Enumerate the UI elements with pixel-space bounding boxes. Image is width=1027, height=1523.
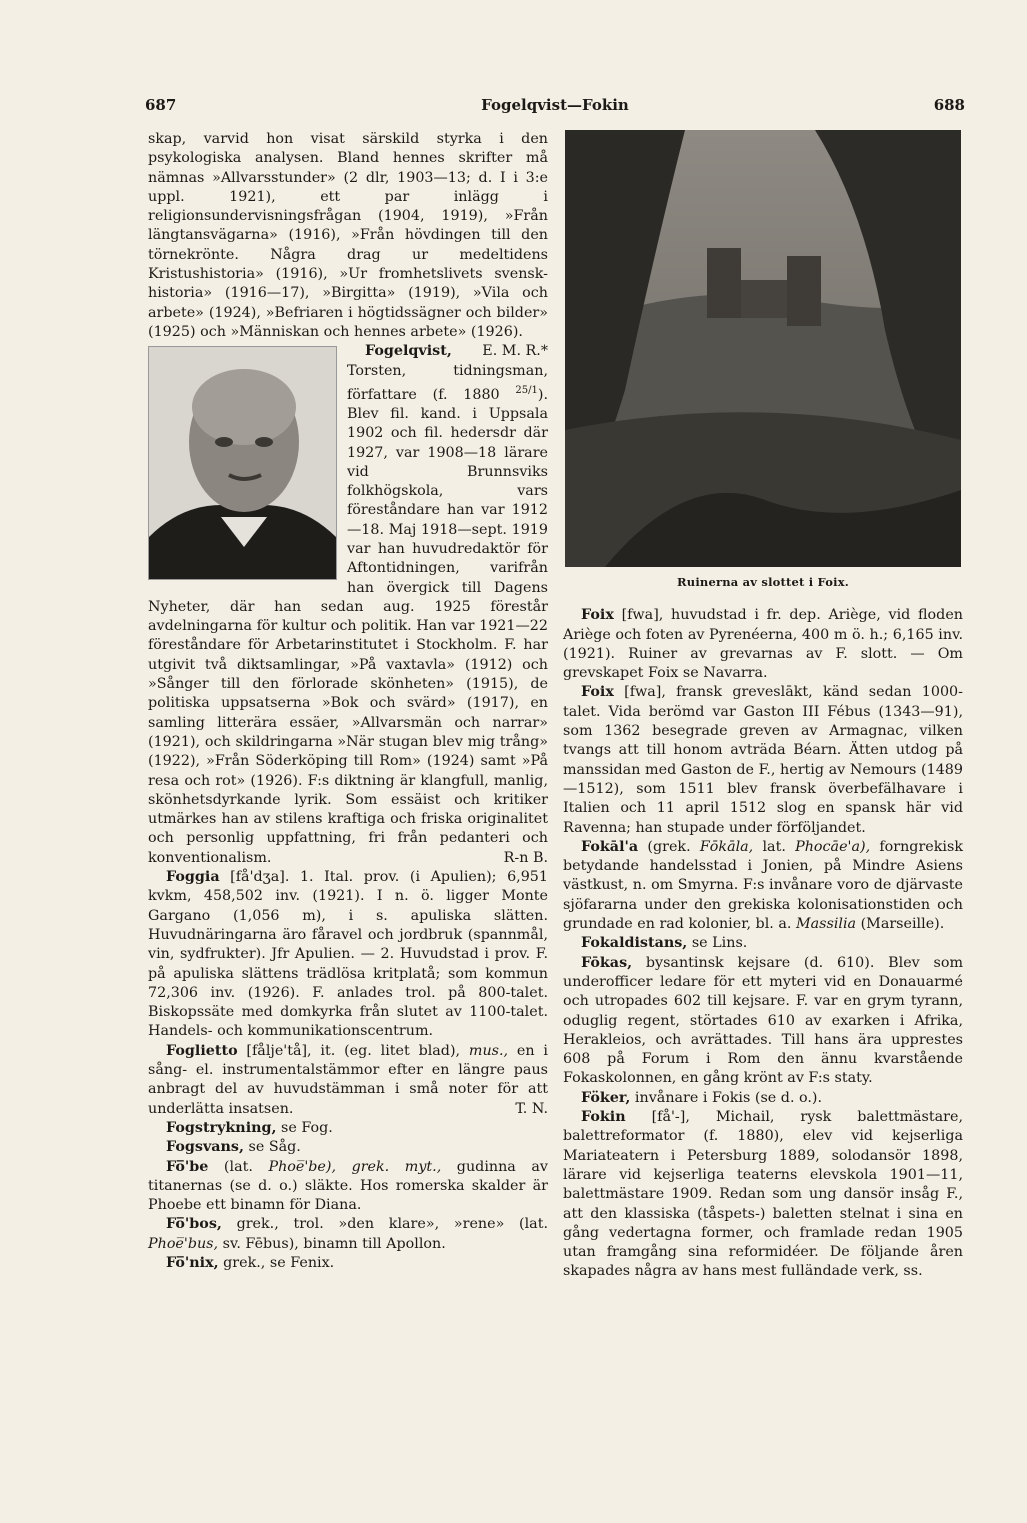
portrait-image	[149, 347, 336, 579]
entry-fogstrykning: Fogstrykning, se Fog.	[166, 1119, 333, 1136]
entry-headword: Fogelqvist,	[365, 343, 452, 360]
entry-foggia: Foggia [få'dʒa]. 1. Ital. prov. (i Apulien); 6,951 kvkm, 458,502 inv. (1921). I n. ö. ligger Monte Gargano (1,056 m), i s. apuliska slätten. Huvudnäringarna äro fåravel och jordbruk (spannmål, vin, sydfrukter). Jfr Apulien. — 2. Huvudstad i prov. F. på apuliska slättens trädlösa kritplatå; som kommun 72,306 inv. (1926). F. anlades trol. på 800-talet. Biskopssäte med domkyrka från slutet av 1100-talet. Handels- och kommunikationscentrum.	[148, 869, 548, 1040]
castle-ruins-image	[565, 130, 961, 567]
entry-fokaldistans: Fokaldistans, se Lins.	[581, 935, 748, 952]
entry-headword: Foggia	[166, 869, 220, 886]
entry-foglietto: Foglietto [fålje'tå], it. (eg. litet blad), mus., en i sång- el. instrumentalstämmor efter en längre paus anbragt del av huvudstämman i små noter för att underlätta insatsen. T. N.	[148, 1042, 548, 1119]
signature: E. M. R.*	[482, 343, 548, 360]
entry-fenix: Fo̅'nix, grek., se Fenix.	[166, 1254, 335, 1271]
entry-headword: Fo̅'nix,	[166, 1254, 219, 1271]
entry-febos: Fo̅'bos, grek., trol. »den klare», »rene» (lat. Phoe̅'bus, sv. Fēbus), binamn till Apollon.	[148, 1216, 548, 1252]
entry-fogsvans: Fogsvans, se Såg.	[166, 1139, 301, 1156]
entry-headword: Fo̅'bos,	[166, 1216, 222, 1233]
entry-fokala: Fokāl'a (grek. Fōkāla, lat. Phocāe'a), forngrekisk betydande handelsstad i Jonien, på Mindre Asiens västkust, n. om Smyrna. F:s invånare voro de djärvaste sjöfararna under den grekiska kolonisationstiden och grundade en rad kolonier, bl. a. Massilia (Marseille).	[563, 838, 963, 933]
entry-headword: Fo̅'be	[166, 1158, 209, 1175]
entry-fogelqvist: Fogelqvist, Torsten, tidningsman, författare (f. 1880 $^{25/1}$). Blev fil. kand. i Uppsala 1902 och fil. hedersdr där 1927, var 1908—18 lärare vid Brunnsviks folkhögskola, vars föreståndare han var 1912 —18. Maj 1918—sept. 1919 var han huvudredaktör för Aftontidningen, varifrån han övergick till Dagens Nyheter, där han sedan aug. 1925 förestår avdelningarna för kultur och politik. Han var 1921—22 föreståndare för Arbetarinstitutet i Stockholm. F. har utgivit två diktsamlingar, »På vaxtavla» (1912) och »Sånger till den förlorade skönheten» (1915), de politiska uppsatserna »Bok och svärd» (1917), en samling litterära essäer, »Allvarsmän och narrar» (1921), och skildringarna »När stugan blev mig trång» (1922), »Från Söderköping till Rom» (1924) samt »På resa och rot» (1926). F:s diktning är klangfull, manlig, skönhetsdyrkande lyrik. Som essäist och kritiker utmärkes han av stilens kraftiga och friska originalitet och personlig uppfattning, fri från pedanteri och konventionalism. R-n B.	[148, 342, 548, 868]
running-header	[145, 96, 965, 118]
page-number-left: 687	[145, 96, 177, 114]
entry-fokas: Fōkas, bysantinsk kejsare (d. 610). Blev som underofficer ledare för ett myteri vid en Donauarmé och utropades 602 till kejsare. F. var en grym tyrann, oduglig regent, störtades 610 av exarken i Afrika, Herakleios, och avrättades. Till hans ära upprestes 608 på Forum i Rom den ännu kvarstående Fokaskolonnen, en gång krönt av F:s staty.	[563, 954, 963, 1087]
entry-foix-town: Foix [fwa], huvudstad i fr. dep. Ariège, vid floden Ariège och foten av Pyrenéerna, 400 m ö. h.; 6,165 inv. (1921). Ruiner av grevarnas av F. slott. — Om grevskapet Foix se Navarra.	[563, 607, 963, 682]
right-column	[563, 130, 963, 1282]
signature: R-n B.	[503, 849, 548, 866]
running-title: Fogelqvist—Fokin	[481, 96, 629, 114]
entry-headword: Fogstrykning,	[166, 1119, 277, 1136]
entry-foker: Föker, invånare i Fokis (se d. o.).	[581, 1089, 823, 1106]
entry-foix-family: Foix [fwa], fransk greveslākt, känd sedan 1000-talet. Vida berömd var Gaston III Fébus (1343—91), som 1362 besegrade greven av Armagnac, vilken tvangs att till honom avträda Béarn. Ätten utdog på manssidan med Gaston de F., hertig av Nemours (1489—1512), som 1511 blev fransk överbefälhavare i Italien och 11 april 1512 slog en spansk här vid Ravenna; han stupade under förföljandet.	[563, 684, 963, 836]
photo-castle-ruins	[565, 130, 961, 567]
page-number-right: 688	[933, 96, 965, 114]
entry-fokin: Fokin [få'-], Michail, rysk balettmästare, balettreformator (f. 1880), elev vid kejserliga Mariateatern i Petersburg 1889, solodansör 1898, lärare vid kejserliga teaterns elevskola 1901—11, balettmästare 1909. Redan som ung dansör insåg F., att den klassiska (tåspets-) baletten stelnat i sina en gång vedertagna former, och framlade redan 1905 utan framgång sina reformidéer. De följande åren skapades några av hans mest fulländade verk, ss.	[563, 1109, 963, 1280]
intro-paragraph: skap, varvid hon visat särskild styrka i den psykologiska analysen. Bland hennes skrifter må nämnas »Allvarsstunder» (2 dlr, 1903—13; d. I i 3:e uppl. 1921), ett par inlägg i religionsundervisningsfrågan (1904, 1919), »Från längtansvägarna» (1916), »Från hövdingen till den törnekrönte. Några drag ur medeltidens Kristushistoria» (1916), »Ur fromhetslivets svensk-historia» (1916—17), »Birgitta» (1919), »Vila och arbete» (1924), »Befriaren i högtidssägner och bilder» (1925) och »Människan och hennes arbete» (1926). E. M. R.*	[148, 130, 548, 342]
photo-caption: Ruinerna av slottet i Foix.	[677, 575, 849, 589]
left-column	[148, 130, 548, 1273]
portrait-photo	[148, 346, 337, 580]
entry-headword: Foglietto	[166, 1042, 238, 1059]
signature: T. N.	[515, 1100, 548, 1117]
entry-headword: Fogsvans,	[166, 1139, 244, 1156]
entry-febe: Fo̅'be (lat. Phoe̅'be), grek. myt., gudinna av titanernas (se d. o.) släkte. Hos romerska skalder är Phoebe ett binamn för Diana.	[148, 1158, 548, 1214]
